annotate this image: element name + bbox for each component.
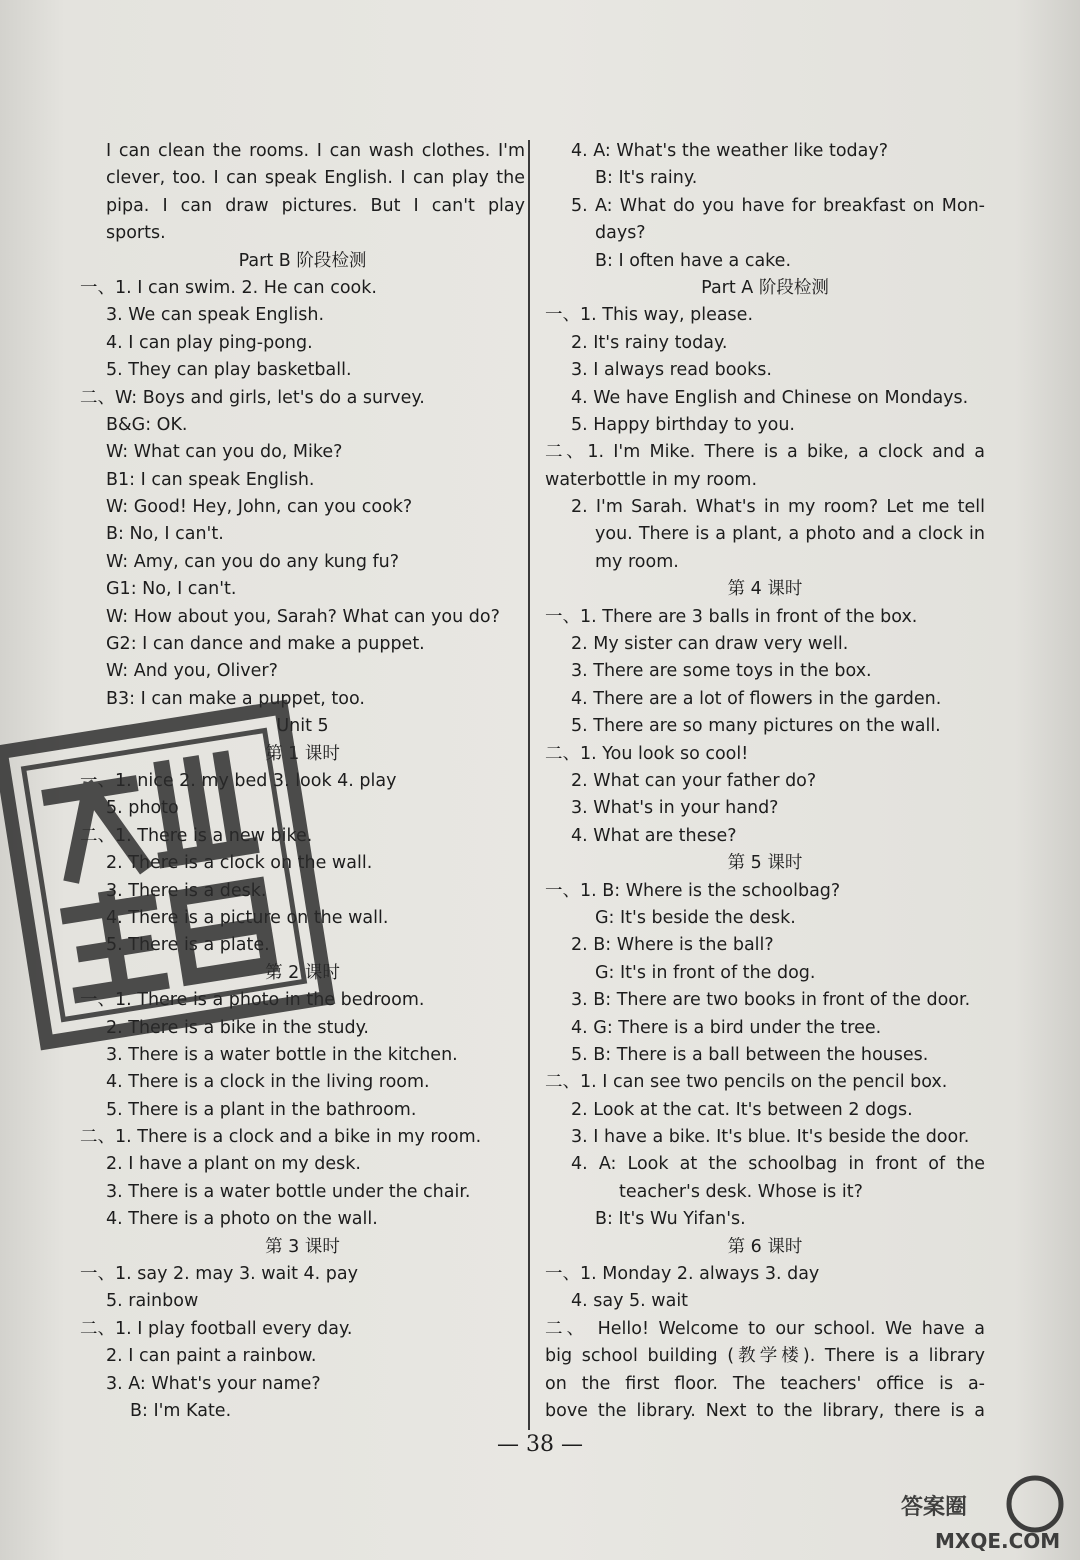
answer-line: B&G: OK. bbox=[106, 414, 188, 435]
answer-line: 一、1. nice 2. my bed 3. look 4. play bbox=[80, 770, 397, 791]
answer-line: 3. What's in your hand? bbox=[571, 798, 779, 819]
answer-line: 2. Look at the cat. It's between 2 dogs. bbox=[571, 1099, 913, 1120]
answer-line: G: It's in front of the dog. bbox=[595, 962, 816, 983]
answer-line: 二、1. There is a clock and a bike in my room. bbox=[80, 1127, 482, 1148]
answer-line: 一、1. This way, please. bbox=[545, 305, 754, 326]
answer-line: 二、1. There is a new bike. bbox=[80, 825, 313, 846]
answer-line: 4. There is a clock in the living room. bbox=[106, 1072, 430, 1093]
answer-line: bottle in my room. bbox=[595, 469, 758, 490]
answer-line: 5. There is a plate. bbox=[106, 935, 270, 956]
answer-line: 5. There are so many pictures on the wall. bbox=[571, 716, 941, 737]
answer-line: 一、1. There is a photo in the bedroom. bbox=[80, 990, 425, 1011]
answer-line: 3. There are some toys in the box. bbox=[571, 661, 872, 682]
answer-line: 一、1. say 2. may 3. wait 4. pay bbox=[80, 1264, 359, 1285]
answer-line: 2. B: Where is the ball? bbox=[571, 935, 774, 956]
answer-line: 5. photo bbox=[106, 798, 179, 819]
answer-line: W: Amy, can you do any kung fu? bbox=[106, 551, 400, 572]
answer-line: 3. B: There are two books in front of the door. bbox=[571, 990, 971, 1011]
answer-line: you. There is a plant, a photo and a clock in bbox=[595, 524, 985, 545]
answer-line: 3. There is a desk. bbox=[106, 880, 267, 901]
answer-line: 2. I can paint a rainbow. bbox=[106, 1346, 317, 1367]
answer-line: I can clean the rooms. I can wash clothes. I'm bbox=[106, 141, 525, 161]
answer-line: G: It's beside the desk. bbox=[595, 907, 796, 928]
answer-line: W: What can you do, Mike? bbox=[106, 442, 343, 463]
answer-line: W: Good! Hey, John, can you cook? bbox=[106, 497, 413, 518]
answer-line: W: How about you, Sarah? What can you do? bbox=[106, 606, 500, 627]
section-heading: 第 5 课时 bbox=[727, 853, 803, 874]
answer-line: 5. Happy birthday to you. bbox=[571, 414, 795, 435]
answer-line: 3. I always read books. bbox=[571, 360, 772, 381]
answer-line: 4. We have English and Chinese on Mondays. bbox=[571, 387, 969, 408]
answer-line: 5. rainbow bbox=[106, 1291, 199, 1312]
svg-text:MXQE.COM: MXQE.COM bbox=[935, 1529, 1061, 1553]
answer-line: teacher's desk. Whose is it? bbox=[619, 1181, 863, 1202]
answer-line: days? bbox=[595, 223, 646, 244]
answer-line: 一、1. Monday 2. always 3. day bbox=[545, 1264, 820, 1285]
answer-line: 二、 Hello! Welcome to our school. We have a bbox=[545, 1318, 985, 1339]
watermark-logo-icon bbox=[895, 1468, 1075, 1558]
answer-line: B3: I can make a puppet, too. bbox=[106, 688, 365, 709]
answer-line: 3. There is a water bottle under the chair. bbox=[106, 1181, 471, 1202]
page-number: — 38 — bbox=[497, 1432, 583, 1457]
answer-line: 2. There is a clock on the wall. bbox=[106, 853, 373, 874]
answer-line: 3. A: What's your name? bbox=[106, 1373, 321, 1394]
section-heading: Part A 阶段检测 bbox=[701, 277, 829, 298]
answer-line: 4. There is a picture on the wall. bbox=[106, 907, 389, 928]
answer-line: 5. They can play basketball. bbox=[106, 360, 352, 381]
answer-line: 4. G: There is a bird under the tree. bbox=[571, 1017, 882, 1038]
answer-line: 2. There is a bike in the study. bbox=[106, 1017, 369, 1038]
section-heading: 第 1 课时 bbox=[265, 743, 340, 764]
answer-line: G2: I can dance and make a puppet. bbox=[106, 634, 425, 655]
section-heading: Unit 5 bbox=[276, 716, 329, 737]
section-heading: 第 2 课时 bbox=[265, 962, 340, 983]
answer-line: B: I often have a cake. bbox=[595, 250, 792, 271]
answer-line: 3. We can speak English. bbox=[106, 305, 325, 326]
answer-line: 5. A: What do you have for breakfast on Mon- bbox=[571, 195, 985, 216]
answer-line: 4. say 5. wait bbox=[571, 1291, 689, 1312]
answer-line: 二、1. I play football every day. bbox=[80, 1318, 353, 1339]
answer-line: sports. bbox=[106, 223, 166, 244]
answer-line: G1: No, I can't. bbox=[106, 579, 237, 600]
answer-line: 2. It's rainy today. bbox=[571, 332, 728, 353]
answer-line: on the first floor. The teachers' office is a- bbox=[545, 1373, 985, 1394]
answer-line: 4. A: Look at the schoolbag in front of the bbox=[571, 1154, 985, 1175]
section-heading: 第 4 课时 bbox=[727, 579, 803, 600]
answer-line: 2. I have a plant on my desk. bbox=[106, 1154, 361, 1175]
answer-line: 一、1. There are 3 balls in front of the box. bbox=[545, 606, 918, 627]
stamp-seal-icon bbox=[0, 687, 348, 1063]
answer-line: 一、1. I can swim. 2. He can cook. bbox=[80, 277, 377, 298]
answer-line: 3. I have a bike. It's blue. It's beside the door. bbox=[571, 1127, 970, 1148]
answer-line: 5. There is a plant in the bathroom. bbox=[106, 1099, 417, 1120]
section-heading: Part B 阶段检测 bbox=[238, 250, 367, 271]
answer-line: 4. A: What's the weather like today? bbox=[571, 141, 889, 161]
answer-line: 4. There is a photo on the wall. bbox=[106, 1209, 378, 1230]
answer-line: 二、1. I can see two pencils on the pencil box. bbox=[545, 1072, 948, 1093]
column-divider bbox=[528, 140, 530, 1430]
answer-line: clever, too. I can speak English. I can play the bbox=[106, 168, 525, 189]
answer-line: 2. I'm Sarah. What's in my room? Let me tell bbox=[571, 497, 985, 518]
answer-line: W: And you, Oliver? bbox=[106, 661, 278, 682]
answer-line: 4. There are a lot of flowers in the garden. bbox=[571, 688, 942, 709]
answer-line: B: It's rainy. bbox=[595, 168, 698, 189]
section-heading: 第 6 课时 bbox=[727, 1236, 803, 1257]
answer-line: B: It's Wu Yifan's. bbox=[595, 1209, 746, 1230]
section-heading: 第 3 课时 bbox=[265, 1236, 340, 1257]
answer-line: 4. What are these? bbox=[571, 825, 737, 846]
answer-line: 二、1. I'm Mike. There is a bike, a clock and a water bbox=[545, 442, 985, 490]
answer-line: B: I'm Kate. bbox=[130, 1400, 232, 1421]
answer-line: bove the library. Next to the library, there is a bbox=[545, 1400, 985, 1421]
answer-line: B1: I can speak English. bbox=[106, 469, 315, 490]
answer-line: B: No, I can't. bbox=[106, 524, 224, 545]
answer-line: my room. bbox=[595, 551, 679, 572]
answer-line: 5. B: There is a ball between the houses. bbox=[571, 1044, 929, 1065]
answer-line: 一、1. B: Where is the schoolbag? bbox=[545, 880, 841, 901]
right-column bbox=[545, 138, 985, 1425]
answer-line: pipa. I can draw pictures. But I can't play bbox=[106, 195, 525, 216]
answer-line: 4. I can play ping-pong. bbox=[106, 332, 313, 353]
answer-line: big school building (教学楼). There is a library bbox=[545, 1346, 985, 1367]
answer-line: 2. My sister can draw very well. bbox=[571, 634, 849, 655]
answer-line: 二、1. You look so cool! bbox=[545, 743, 749, 764]
answer-line: 2. What can your father do? bbox=[571, 770, 817, 791]
svg-text:答案圈: 答案圈 bbox=[901, 1495, 968, 1520]
answer-line: 二、W: Boys and girls, let's do a survey. bbox=[80, 387, 425, 408]
answer-line: 3. There is a water bottle in the kitchen. bbox=[106, 1044, 458, 1065]
